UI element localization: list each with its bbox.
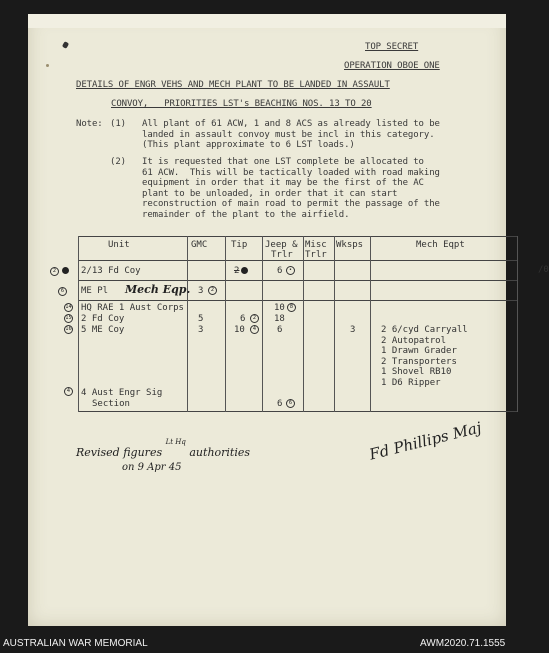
column-rule-wksps xyxy=(334,236,335,412)
note-2-line: reconstruction of main road to permit the passage of the xyxy=(142,199,440,209)
circled-mark: 2 xyxy=(250,314,259,323)
mech-eqpt-item: 1 Drawn Grader xyxy=(381,346,457,356)
column-rule-mech xyxy=(370,236,371,412)
column-header-jeep-trlr: Trlr xyxy=(271,250,293,260)
handwritten-revision-date: on 9 Apr 45 xyxy=(122,462,182,473)
table-row-rule xyxy=(78,280,518,281)
jeep-value: 10 xyxy=(274,303,285,313)
unit-cell: HQ RAE 1 Aust Corps xyxy=(81,303,184,313)
note-2-line: 61 ACW. This will be tactically loaded with road making xyxy=(142,167,440,178)
unit-cell: 2/13 Fd Coy xyxy=(81,266,141,276)
column-rule-jeep xyxy=(262,236,263,412)
table-border-top xyxy=(78,236,518,237)
ink-dot xyxy=(241,267,248,274)
pin-hole-mark xyxy=(46,64,49,67)
paper-top-edge xyxy=(28,14,506,28)
note-1-line: (This plant approximate to 6 LST loads.) xyxy=(142,140,355,150)
archive-credit: AUSTRALIAN WAR MEMORIAL xyxy=(3,638,148,649)
mech-eqpt-item: 2 Autopatrol xyxy=(381,335,447,346)
handwritten-annotation: Mech Eqp. xyxy=(125,283,191,296)
mech-eqpt-item: 1 D6 Ripper xyxy=(381,377,441,388)
table-border-left xyxy=(78,236,79,412)
row-marker: 15 xyxy=(65,315,72,321)
jeep-value: 6 xyxy=(277,399,283,409)
wksps-value: 3 xyxy=(350,325,356,335)
mech-eqpt-item: 1 Shovel RB10 xyxy=(381,367,452,377)
column-header-unit: Unit xyxy=(108,240,130,250)
column-header-misc-trlr: Trlr xyxy=(305,250,327,260)
jeep-value: 6 xyxy=(277,325,283,335)
mech-eqpt-item: 2 Transporters xyxy=(381,356,457,367)
note-2-line: equipment in order that it may be the first of the AC xyxy=(142,178,424,188)
note-1-text xyxy=(142,119,440,151)
unit-cell: ME Pl xyxy=(81,286,109,296)
circled-mark: 2 xyxy=(208,286,217,295)
note-2-text xyxy=(142,157,440,220)
note-label: Note: xyxy=(76,119,103,129)
gmc-value: 3 xyxy=(198,325,204,335)
row-marker: 4 xyxy=(64,387,73,396)
revision-authority: authorities xyxy=(189,446,251,459)
mech-eqpt-list xyxy=(381,325,468,388)
note-2-line: remainder of the plant to the airfield. xyxy=(142,209,350,220)
column-rule-tip xyxy=(225,236,226,412)
column-header-mech-eqpt: Mech Eqpt xyxy=(416,240,465,250)
operation-name: OPERATION OBOE ONE xyxy=(344,61,440,71)
circled-mark: 6 xyxy=(286,399,295,408)
row-marker-dot xyxy=(62,267,69,274)
row-marker: 16 xyxy=(65,326,72,332)
jeep-value: 18 xyxy=(274,314,285,324)
jeep-value: 6 xyxy=(277,266,283,276)
row-marker: 14 xyxy=(65,304,72,310)
circled-mark: 4 xyxy=(250,325,259,334)
gmc-value: 3 xyxy=(198,286,204,296)
plant-allocation-table xyxy=(78,236,549,412)
revision-superscript: Lt Hq xyxy=(165,438,186,446)
row-marker: 6 xyxy=(58,287,67,296)
document-page xyxy=(28,14,549,626)
ink-blot-mark xyxy=(62,41,69,49)
column-header-gmc: GMC xyxy=(191,240,208,250)
note-2-line: It is requested that one LST complete be allocated to xyxy=(142,157,424,167)
circled-mark: • xyxy=(286,266,295,275)
classification-label: TOP SECRET xyxy=(365,42,419,52)
column-header-misc: Misc xyxy=(305,240,327,250)
margin-note: /0 xyxy=(538,265,549,275)
signature: Fd Phillips Maj xyxy=(367,418,484,464)
tip-value: 2 xyxy=(234,266,240,276)
document-title-line1: DETAILS OF ENGR VEHS AND MECH PLANT TO BE LANDED IN ASSAULT xyxy=(76,80,390,90)
document-title-line2: CONVOY, PRIORITIES LST's BEACHING NOS. 13 TO 20 xyxy=(111,99,372,109)
table-border-bottom xyxy=(78,411,518,412)
note-2-line: plant to be unloaded, in order that it can start xyxy=(142,188,398,199)
unit-cell: 4 Aust Engr Sig xyxy=(81,388,163,398)
column-header-jeep: Jeep & xyxy=(265,240,298,250)
column-header-wksps: Wksps xyxy=(336,240,364,250)
column-rule-misc xyxy=(303,236,304,412)
revision-text: Revised figures xyxy=(76,446,163,459)
note-2-number: (2) xyxy=(110,157,126,167)
tip-value: 6 xyxy=(240,314,246,324)
circled-mark: 8 xyxy=(287,303,296,312)
table-border-right xyxy=(517,236,518,412)
tip-value: 10 xyxy=(234,325,245,335)
table-header-rule xyxy=(78,260,518,261)
handwritten-revision-note xyxy=(76,438,251,459)
table-row-rule xyxy=(78,300,518,301)
gmc-value: 5 xyxy=(198,314,204,324)
column-header-tip: Tip xyxy=(231,240,248,250)
unit-cell: 2 Fd Coy xyxy=(81,314,125,324)
column-rule-gmc xyxy=(187,236,188,412)
note-1-line: landed in assault convoy must be incl in this category. xyxy=(142,129,435,140)
note-1-line: All plant of 61 ACW, 1 and 8 ACS as already listed to be xyxy=(142,119,440,129)
unit-cell-continued: Section xyxy=(92,399,130,409)
unit-cell: 5 ME Coy xyxy=(81,325,125,335)
mech-eqpt-item: 2 6/cyd Carryall xyxy=(381,325,468,335)
note-1-number: (1) xyxy=(110,119,126,129)
row-marker: 2 xyxy=(50,267,59,276)
archive-reference: AWM2020.71.1555 xyxy=(420,638,506,649)
